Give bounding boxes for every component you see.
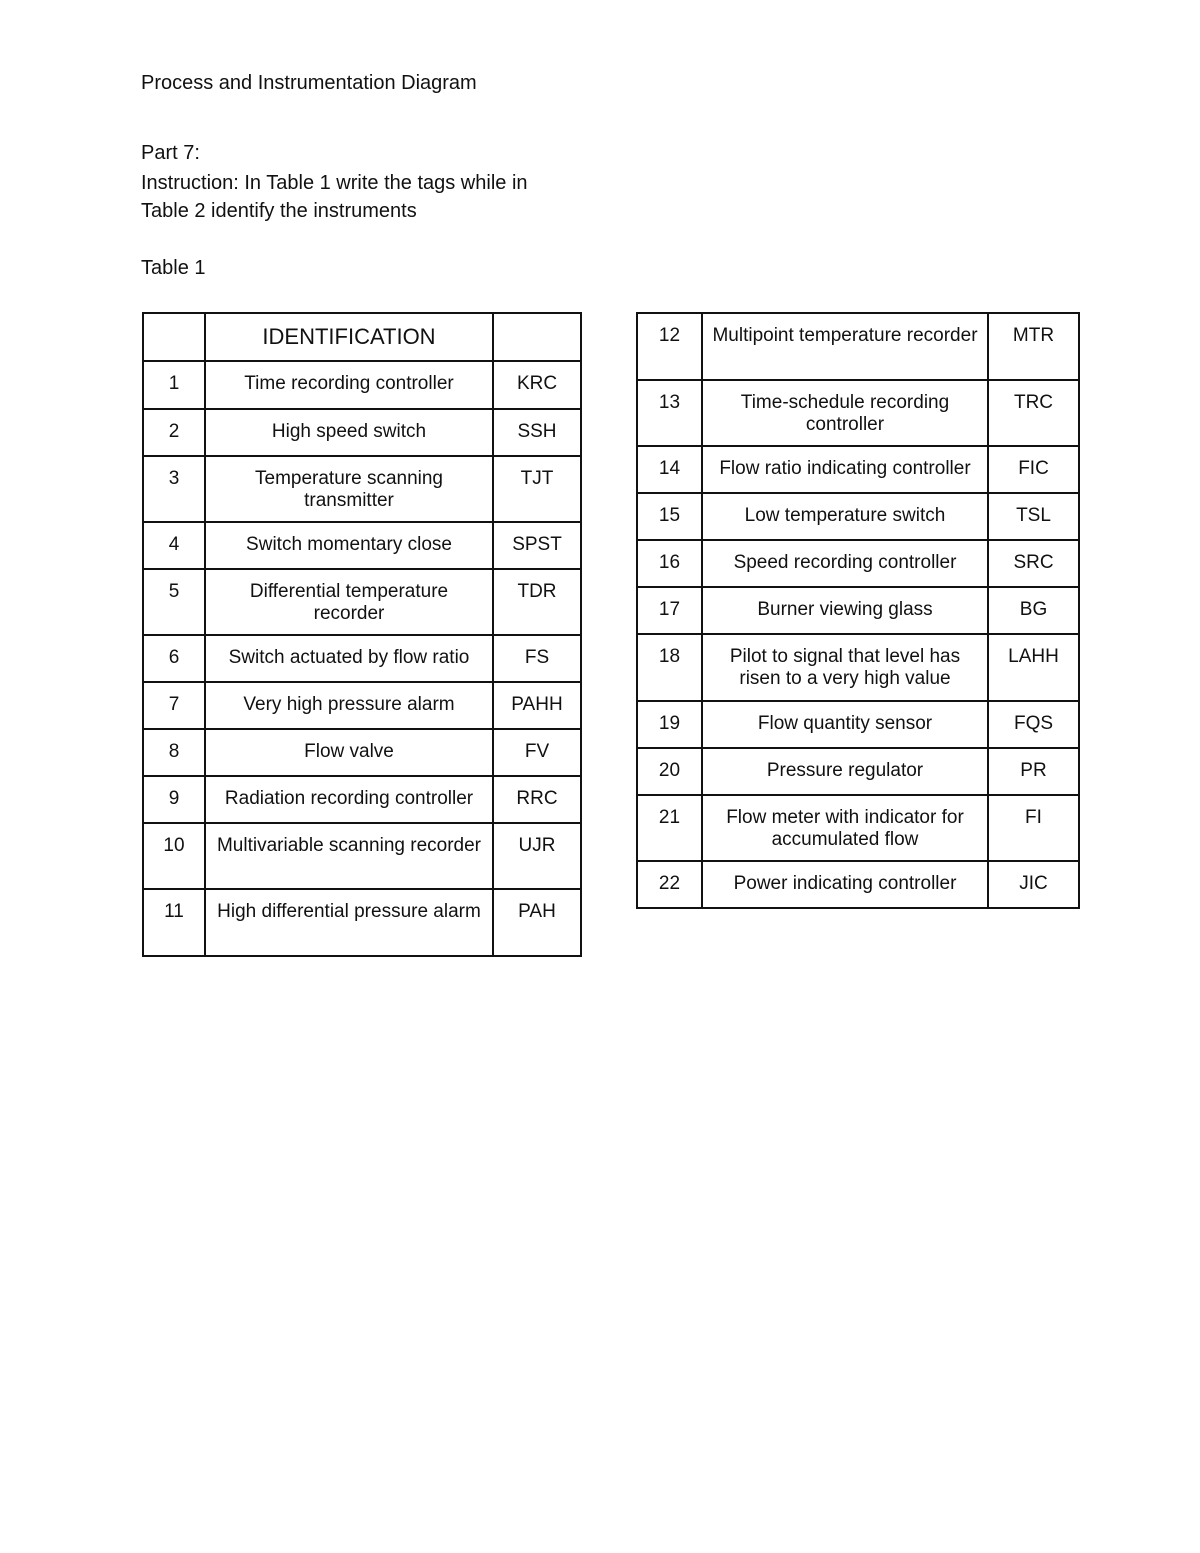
instrument-name-cell: Low temperature switch	[702, 493, 988, 540]
instrument-name-cell: Flow quantity sensor	[702, 701, 988, 748]
instruction-line-1: Instruction: In Table 1 write the tags while in	[141, 172, 528, 194]
instrument-name-cell: Flow meter with indicator for accumulated flow	[702, 795, 988, 861]
header-num-cell	[143, 313, 205, 361]
table-row	[637, 795, 1079, 861]
header-tag-cell	[493, 313, 581, 361]
tag-cell: JIC	[988, 861, 1079, 908]
tag-cell: UJR	[493, 823, 581, 889]
table-row	[143, 522, 581, 569]
tag-cell: PAHH	[493, 682, 581, 729]
table-row	[637, 701, 1079, 748]
row-number-cell: 13	[637, 380, 702, 446]
page-title: Process and Instrumentation Diagram	[141, 72, 477, 94]
tag-cell: PAH	[493, 889, 581, 956]
instrument-name-cell: Time-schedule recording controller	[702, 380, 988, 446]
instruction-line-2: Table 2 identify the instruments	[141, 200, 417, 222]
instrument-name-cell: Temperature scanning transmitter	[205, 456, 493, 522]
row-number-cell: 12	[637, 313, 702, 380]
row-number-cell: 11	[143, 889, 205, 956]
tag-cell: TSL	[988, 493, 1079, 540]
table-row	[143, 682, 581, 729]
row-number-cell: 2	[143, 409, 205, 456]
table-2	[636, 312, 1080, 909]
table-row	[637, 313, 1079, 380]
table-row	[143, 456, 581, 522]
table-row	[637, 861, 1079, 908]
row-number-cell: 15	[637, 493, 702, 540]
row-number-cell: 8	[143, 729, 205, 776]
table-row	[143, 569, 581, 635]
table-1-header-row	[143, 313, 581, 361]
row-number-cell: 17	[637, 587, 702, 634]
instrument-name-cell: High speed switch	[205, 409, 493, 456]
row-number-cell: 14	[637, 446, 702, 493]
instrument-name-cell: Power indicating controller	[702, 861, 988, 908]
row-number-cell: 10	[143, 823, 205, 889]
table-row	[143, 361, 581, 409]
table-row	[637, 587, 1079, 634]
table-label: Table 1	[141, 257, 206, 279]
part-label: Part 7:	[141, 142, 200, 164]
table-row	[637, 493, 1079, 540]
instrument-name-cell: Very high pressure alarm	[205, 682, 493, 729]
instrument-name-cell: Speed recording controller	[702, 540, 988, 587]
instrument-name-cell: Pilot to signal that level has risen to a very high value	[702, 634, 988, 701]
table-1	[142, 312, 582, 957]
tag-cell: TDR	[493, 569, 581, 635]
table-row	[143, 635, 581, 682]
row-number-cell: 19	[637, 701, 702, 748]
instrument-name-cell: Flow ratio indicating controller	[702, 446, 988, 493]
instrument-name-cell: Radiation recording controller	[205, 776, 493, 823]
table-row	[143, 776, 581, 823]
row-number-cell: 4	[143, 522, 205, 569]
tag-cell: LAHH	[988, 634, 1079, 701]
tag-cell: SRC	[988, 540, 1079, 587]
row-number-cell: 9	[143, 776, 205, 823]
tag-cell: FS	[493, 635, 581, 682]
instrument-name-cell: High differential pressure alarm	[205, 889, 493, 956]
tag-cell: TJT	[493, 456, 581, 522]
instrument-name-cell: Switch momentary close	[205, 522, 493, 569]
table-row	[143, 889, 581, 956]
row-number-cell: 3	[143, 456, 205, 522]
tag-cell: FIC	[988, 446, 1079, 493]
table-row	[637, 540, 1079, 587]
row-number-cell: 7	[143, 682, 205, 729]
tag-cell: SPST	[493, 522, 581, 569]
tag-cell: FQS	[988, 701, 1079, 748]
row-number-cell: 21	[637, 795, 702, 861]
table-row	[637, 634, 1079, 701]
row-number-cell: 16	[637, 540, 702, 587]
instrument-name-cell: Time recording controller	[205, 361, 493, 409]
instrument-name-cell: Switch actuated by flow ratio	[205, 635, 493, 682]
tag-cell: SSH	[493, 409, 581, 456]
instrument-name-cell: Pressure regulator	[702, 748, 988, 795]
row-number-cell: 6	[143, 635, 205, 682]
table-row	[637, 446, 1079, 493]
row-number-cell: 5	[143, 569, 205, 635]
header-identification-cell: IDENTIFICATION	[205, 313, 493, 361]
instrument-name-cell: Multivariable scanning recorder	[205, 823, 493, 889]
table-row	[143, 409, 581, 456]
tag-cell: BG	[988, 587, 1079, 634]
table-row	[143, 823, 581, 889]
row-number-cell: 20	[637, 748, 702, 795]
table-row	[637, 380, 1079, 446]
instrument-name-cell: Flow valve	[205, 729, 493, 776]
row-number-cell: 22	[637, 861, 702, 908]
row-number-cell: 1	[143, 361, 205, 409]
tag-cell: MTR	[988, 313, 1079, 380]
table-row	[637, 748, 1079, 795]
instrument-name-cell: Differential temperature recorder	[205, 569, 493, 635]
table-row	[143, 729, 581, 776]
instrument-name-cell: Multipoint temperature recorder	[702, 313, 988, 380]
tag-cell: KRC	[493, 361, 581, 409]
tag-cell: FI	[988, 795, 1079, 861]
row-number-cell: 18	[637, 634, 702, 701]
tag-cell: TRC	[988, 380, 1079, 446]
tag-cell: FV	[493, 729, 581, 776]
tag-cell: RRC	[493, 776, 581, 823]
instrument-name-cell: Burner viewing glass	[702, 587, 988, 634]
tag-cell: PR	[988, 748, 1079, 795]
